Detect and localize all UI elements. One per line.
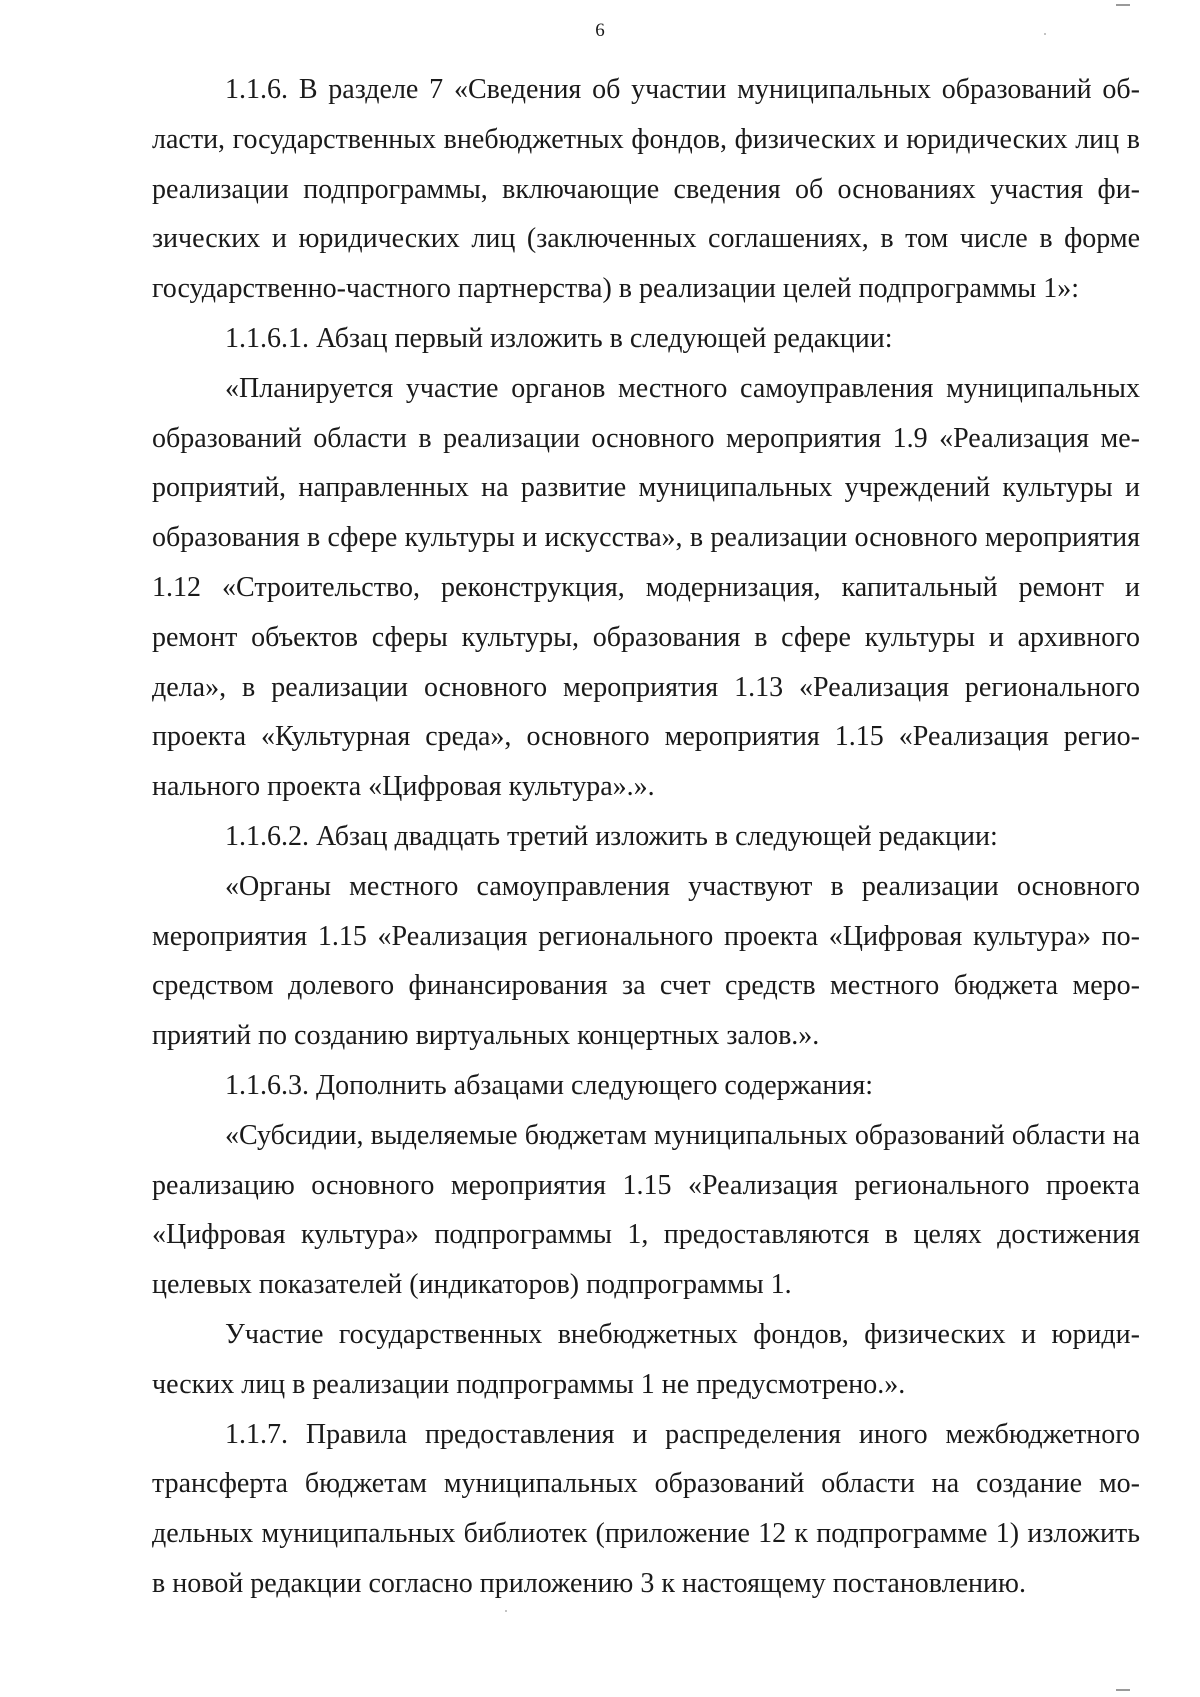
scan-artifact-top [1116, 4, 1130, 6]
paragraph-quote-subsidies: «Субсидии, выделяемые бюджетам муниципальных образований области на реализацию основного мероприятия 1.15 «Реализация регионального проекта «Цифровая культура» подпрограммы 1, предоставляются в целях достижения целевых показателей (индикаторов) подпрограммы 1. [152, 1119, 1140, 1301]
page-number: 6 [595, 20, 605, 41]
paragraph-1-1-6-2: 1.1.6.2. Абзац двадцать третий изложить в следующей редакции: [225, 820, 998, 852]
paragraph-quote-planned-participation: «Планируется участие органов местного самоуправления муниципальных образований области в реализации основного мероприятия 1.9 «Реализация мероприятий, направленных на развитие муниципальных учреждений культуры и образования в сфере культуры и искусства», в реализации основного мероприятия 1.12 «Строительство, реконструкция, модернизация, капитальный ремонт и ремонт объектов сферы культуры, образования в сфере культуры и архивного дела», в реализации основного мероприятия 1.13 «Реализация регионального проекта «Культурная среда», основного мероприятия 1.15 «Реализация регионального проекта «Цифровая культура».». [152, 372, 1140, 803]
paragraph-1-1-6: 1.1.6. В разделе 7 «Сведения об участии муниципальных образований области, государственных внебюджетных фондов, физических и юридических лиц в реализации подпрограммы, включающие сведения об основаниях участия физических и юридических лиц (заключенных соглашениях, в том числе в форме государственно-частного партнерства) в реализации целей подпрограммы 1»: [152, 74, 1140, 305]
paragraph-1-1-6-3: 1.1.6.3. Дополнить абзацами следующего содержания: [225, 1069, 874, 1101]
paragraph-1-1-7: 1.1.7. Правила предоставления и распределения иного межбюджетного трансферта бюджетам муниципальных образований области на создание модельных муниципальных библиотек (приложение 12 к подпрограмме 1) изложить в новой редакции согласно приложению 3 к настоящему постановлению. [152, 1418, 1140, 1599]
scan-speck [505, 1610, 507, 1612]
paragraph-1-1-6-1: 1.1.6.1. Абзац первый изложить в следующей редакции: [225, 322, 893, 354]
document-body [152, 65, 1140, 1609]
scan-speck [1044, 33, 1046, 35]
paragraph-participation-not-provided: Участие государственных внебюджетных фондов, физических и юридических лиц в реализации подпрограммы 1 не предусмотрено.». [152, 1318, 1140, 1400]
paragraph-quote-local-authorities: «Органы местного самоуправления участвуют в реализации основного мероприятия 1.15 «Реализация регионального проекта «Цифровая культура» посредством долевого финансирования за счет средств местного бюджета мероприятий по созданию виртуальных концертных залов.». [152, 870, 1140, 1052]
scan-artifact-bottom [1116, 1689, 1130, 1691]
